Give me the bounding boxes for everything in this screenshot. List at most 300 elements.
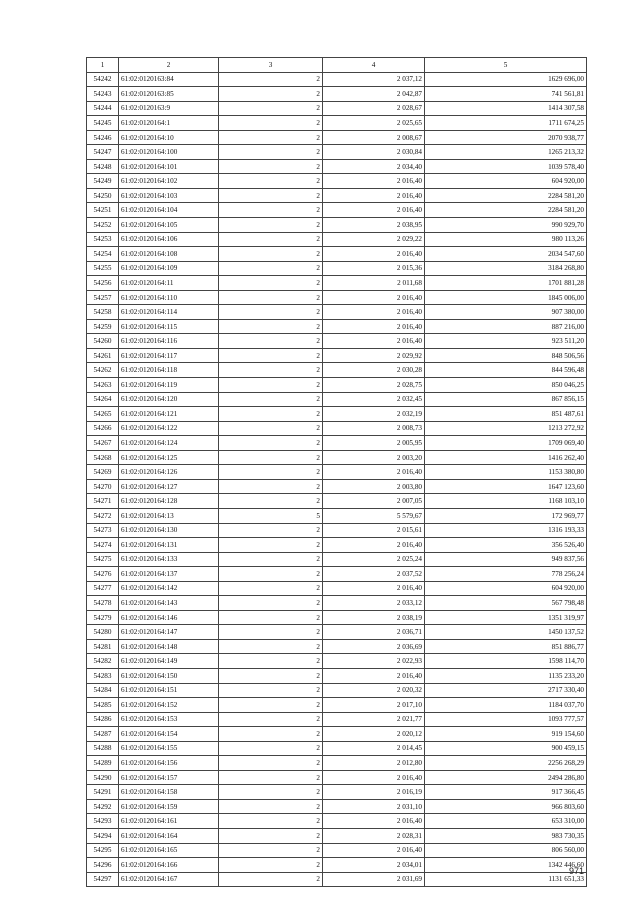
table-cell: 61:02:0120164:115 bbox=[119, 319, 219, 334]
table-cell: 1709 069,40 bbox=[425, 436, 587, 451]
table-cell: 3184 268,80 bbox=[425, 261, 587, 276]
table-cell: 61:02:0120164:146 bbox=[119, 610, 219, 625]
table-cell: 2 016,40 bbox=[323, 770, 425, 785]
table-cell: 851 487,61 bbox=[425, 407, 587, 422]
table-cell: 61:02:0120164:157 bbox=[119, 770, 219, 785]
table-cell: 61:02:0120164:121 bbox=[119, 407, 219, 422]
table-cell: 61:02:0120163:84 bbox=[119, 72, 219, 87]
table-cell: 2 bbox=[219, 116, 323, 131]
table-cell: 1135 233,20 bbox=[425, 668, 587, 683]
table-cell: 2 029,22 bbox=[323, 232, 425, 247]
table-row bbox=[87, 828, 587, 843]
table-cell: 2 bbox=[219, 261, 323, 276]
table-cell: 2 021,77 bbox=[323, 712, 425, 727]
table-cell: 54267 bbox=[87, 436, 119, 451]
table-cell: 2 bbox=[219, 828, 323, 843]
table-cell: 61:02:0120164:119 bbox=[119, 378, 219, 393]
table-cell: 2 bbox=[219, 712, 323, 727]
table-cell: 2 bbox=[219, 319, 323, 334]
table-cell: 61:02:0120164:110 bbox=[119, 290, 219, 305]
table-cell: 2 016,40 bbox=[323, 203, 425, 218]
table-cell: 61:02:0120164:159 bbox=[119, 799, 219, 814]
table-row bbox=[87, 552, 587, 567]
table-cell: 2 bbox=[219, 407, 323, 422]
table-cell: 2 012,80 bbox=[323, 756, 425, 771]
table-cell: 61:02:0120164:1 bbox=[119, 116, 219, 131]
page-number: 971 bbox=[568, 866, 584, 876]
table-cell: 54259 bbox=[87, 319, 119, 334]
table-cell: 2 028,75 bbox=[323, 378, 425, 393]
table-cell: 2 bbox=[219, 872, 323, 887]
table-cell: 2 bbox=[219, 465, 323, 480]
column-header-5: 5 bbox=[425, 58, 587, 73]
table-cell: 54274 bbox=[87, 538, 119, 553]
table-cell: 2 bbox=[219, 290, 323, 305]
table-cell: 61:02:0120164:13 bbox=[119, 508, 219, 523]
table-cell: 2 bbox=[219, 698, 323, 713]
table-row bbox=[87, 407, 587, 422]
table-row bbox=[87, 159, 587, 174]
table-row bbox=[87, 479, 587, 494]
table-cell: 2 016,40 bbox=[323, 465, 425, 480]
table-cell: 1450 137,52 bbox=[425, 625, 587, 640]
table-cell: 54247 bbox=[87, 145, 119, 160]
table-cell: 2 bbox=[219, 596, 323, 611]
table-cell: 567 798,48 bbox=[425, 596, 587, 611]
table-row bbox=[87, 712, 587, 727]
table-cell: 54290 bbox=[87, 770, 119, 785]
table-cell: 54288 bbox=[87, 741, 119, 756]
table-cell: 2 003,80 bbox=[323, 479, 425, 494]
table-cell: 61:02:0120164:104 bbox=[119, 203, 219, 218]
table-row bbox=[87, 378, 587, 393]
table-row bbox=[87, 538, 587, 553]
table-cell: 2070 938,77 bbox=[425, 130, 587, 145]
table-cell: 54264 bbox=[87, 392, 119, 407]
table-cell: 2 016,40 bbox=[323, 581, 425, 596]
table-cell: 61:02:0120164:126 bbox=[119, 465, 219, 480]
table-cell: 2 bbox=[219, 814, 323, 829]
table-row bbox=[87, 756, 587, 771]
data-table bbox=[86, 57, 587, 887]
table-cell: 900 459,15 bbox=[425, 741, 587, 756]
table-cell: 54291 bbox=[87, 785, 119, 800]
table-cell: 61:02:0120164:124 bbox=[119, 436, 219, 451]
table-cell: 61:02:0120164:109 bbox=[119, 261, 219, 276]
table-cell: 54277 bbox=[87, 581, 119, 596]
table-cell: 2 031,10 bbox=[323, 799, 425, 814]
table-cell: 54271 bbox=[87, 494, 119, 509]
table-cell: 1265 213,32 bbox=[425, 145, 587, 160]
table-row bbox=[87, 276, 587, 291]
table-cell: 2 bbox=[219, 581, 323, 596]
table-row bbox=[87, 465, 587, 480]
table-cell: 1093 777,57 bbox=[425, 712, 587, 727]
table-cell: 604 920,00 bbox=[425, 581, 587, 596]
table-cell: 61:02:0120164:137 bbox=[119, 567, 219, 582]
table-row bbox=[87, 814, 587, 829]
table-cell: 61:02:0120164:150 bbox=[119, 668, 219, 683]
column-header-1: 1 bbox=[87, 58, 119, 73]
table-cell: 61:02:0120164:154 bbox=[119, 727, 219, 742]
table-cell: 54251 bbox=[87, 203, 119, 218]
table-cell: 61:02:0120164:133 bbox=[119, 552, 219, 567]
table-cell: 2 016,40 bbox=[323, 319, 425, 334]
table-cell: 54246 bbox=[87, 130, 119, 145]
table-cell: 54252 bbox=[87, 218, 119, 233]
table-cell: 2034 547,60 bbox=[425, 247, 587, 262]
table-row bbox=[87, 72, 587, 87]
table-cell: 2 bbox=[219, 334, 323, 349]
table-row bbox=[87, 610, 587, 625]
table-cell: 61:02:0120164:130 bbox=[119, 523, 219, 538]
table-row bbox=[87, 363, 587, 378]
table-cell: 61:02:0120164:153 bbox=[119, 712, 219, 727]
table-cell: 61:02:0120164:167 bbox=[119, 872, 219, 887]
table-cell: 54263 bbox=[87, 378, 119, 393]
table-cell: 2 bbox=[219, 203, 323, 218]
table-cell: 61:02:0120164:118 bbox=[119, 363, 219, 378]
table-header-row bbox=[87, 58, 587, 73]
table-cell: 61:02:0120164:114 bbox=[119, 305, 219, 320]
table-cell: 2 bbox=[219, 858, 323, 873]
table-cell: 1351 319,97 bbox=[425, 610, 587, 625]
table-cell: 2 016,40 bbox=[323, 290, 425, 305]
table-cell: 2 007,05 bbox=[323, 494, 425, 509]
column-header-2: 2 bbox=[119, 58, 219, 73]
table-cell: 61:02:0120164:151 bbox=[119, 683, 219, 698]
table-cell: 61:02:0120164:143 bbox=[119, 596, 219, 611]
table-row bbox=[87, 348, 587, 363]
table-row bbox=[87, 116, 587, 131]
table-cell: 2 037,12 bbox=[323, 72, 425, 87]
table-cell: 54276 bbox=[87, 567, 119, 582]
table-cell: 2 030,28 bbox=[323, 363, 425, 378]
table-cell: 2 bbox=[219, 523, 323, 538]
table-cell: 54254 bbox=[87, 247, 119, 262]
table-cell: 2 bbox=[219, 363, 323, 378]
table-cell: 54250 bbox=[87, 188, 119, 203]
table-cell: 867 856,15 bbox=[425, 392, 587, 407]
table-cell: 990 929,70 bbox=[425, 218, 587, 233]
table-cell: 980 113,26 bbox=[425, 232, 587, 247]
table-row bbox=[87, 188, 587, 203]
table-cell: 54253 bbox=[87, 232, 119, 247]
table-cell: 61:02:0120164:127 bbox=[119, 479, 219, 494]
table-row bbox=[87, 508, 587, 523]
table-cell: 5 bbox=[219, 508, 323, 523]
table-cell: 61:02:0120164:165 bbox=[119, 843, 219, 858]
column-header-4: 4 bbox=[323, 58, 425, 73]
table-cell: 2 bbox=[219, 305, 323, 320]
table-cell: 2 bbox=[219, 130, 323, 145]
table-row bbox=[87, 567, 587, 582]
table-cell: 1316 193,33 bbox=[425, 523, 587, 538]
table-cell: 851 886,77 bbox=[425, 639, 587, 654]
table-cell: 54282 bbox=[87, 654, 119, 669]
table-cell: 61:02:0120163:85 bbox=[119, 87, 219, 102]
table-cell: 54295 bbox=[87, 843, 119, 858]
table-cell: 1414 307,58 bbox=[425, 101, 587, 116]
table-cell: 54249 bbox=[87, 174, 119, 189]
table-row bbox=[87, 683, 587, 698]
table-cell: 2 030,84 bbox=[323, 145, 425, 160]
table-cell: 1039 578,40 bbox=[425, 159, 587, 174]
table-cell: 54279 bbox=[87, 610, 119, 625]
table-cell: 2 bbox=[219, 421, 323, 436]
table-cell: 741 561,81 bbox=[425, 87, 587, 102]
table-cell: 61:02:0120164:155 bbox=[119, 741, 219, 756]
table-cell: 907 380,00 bbox=[425, 305, 587, 320]
table-cell: 54284 bbox=[87, 683, 119, 698]
table-cell: 2 bbox=[219, 188, 323, 203]
table-cell: 54283 bbox=[87, 668, 119, 683]
table-cell: 61:02:0120164:122 bbox=[119, 421, 219, 436]
table-row bbox=[87, 741, 587, 756]
table-cell: 54285 bbox=[87, 698, 119, 713]
table-cell: 61:02:0120163:9 bbox=[119, 101, 219, 116]
table-row bbox=[87, 218, 587, 233]
table-cell: 2 016,40 bbox=[323, 814, 425, 829]
table-cell: 54292 bbox=[87, 799, 119, 814]
table-cell: 54265 bbox=[87, 407, 119, 422]
table-cell: 54269 bbox=[87, 465, 119, 480]
table-cell: 2494 286,80 bbox=[425, 770, 587, 785]
table-cell: 2 bbox=[219, 72, 323, 87]
table-row bbox=[87, 232, 587, 247]
table-cell: 1416 262,40 bbox=[425, 450, 587, 465]
table-cell: 54278 bbox=[87, 596, 119, 611]
table-row bbox=[87, 843, 587, 858]
table-cell: 2 029,92 bbox=[323, 348, 425, 363]
table-cell: 2 005,95 bbox=[323, 436, 425, 451]
table-row bbox=[87, 654, 587, 669]
table-row bbox=[87, 436, 587, 451]
table-cell: 983 730,35 bbox=[425, 828, 587, 843]
table-cell: 2 015,36 bbox=[323, 261, 425, 276]
table-cell: 2 020,12 bbox=[323, 727, 425, 742]
table-cell: 1598 114,70 bbox=[425, 654, 587, 669]
table-cell: 2 bbox=[219, 392, 323, 407]
table-cell: 1845 006,00 bbox=[425, 290, 587, 305]
table-row bbox=[87, 261, 587, 276]
table-cell: 2 032,45 bbox=[323, 392, 425, 407]
table-cell: 61:02:0120164:105 bbox=[119, 218, 219, 233]
table-cell: 2 016,40 bbox=[323, 843, 425, 858]
table-cell: 61:02:0120164:158 bbox=[119, 785, 219, 800]
table-cell: 2717 330,40 bbox=[425, 683, 587, 698]
table-cell: 2 bbox=[219, 145, 323, 160]
table-cell: 2 bbox=[219, 625, 323, 640]
table-cell: 54248 bbox=[87, 159, 119, 174]
table-cell: 2 bbox=[219, 843, 323, 858]
table-cell: 2 bbox=[219, 494, 323, 509]
table-cell: 2 bbox=[219, 276, 323, 291]
table-cell: 54293 bbox=[87, 814, 119, 829]
table-cell: 61:02:0120164:101 bbox=[119, 159, 219, 174]
table-row bbox=[87, 799, 587, 814]
table-cell: 2 bbox=[219, 668, 323, 683]
table-cell: 2 bbox=[219, 232, 323, 247]
table-cell: 653 310,00 bbox=[425, 814, 587, 829]
table-row bbox=[87, 145, 587, 160]
table-cell: 61:02:0120164:116 bbox=[119, 334, 219, 349]
table-cell: 54255 bbox=[87, 261, 119, 276]
table-cell: 2 bbox=[219, 799, 323, 814]
table-cell: 2 bbox=[219, 756, 323, 771]
table-cell: 2 016,40 bbox=[323, 174, 425, 189]
table-cell: 1153 380,80 bbox=[425, 465, 587, 480]
table-cell: 1184 037,70 bbox=[425, 698, 587, 713]
table-row bbox=[87, 625, 587, 640]
table-cell: 806 560,00 bbox=[425, 843, 587, 858]
table-cell: 2 042,87 bbox=[323, 87, 425, 102]
table-cell: 2 014,45 bbox=[323, 741, 425, 756]
table-cell: 61:02:0120164:120 bbox=[119, 392, 219, 407]
table-row bbox=[87, 494, 587, 509]
table-cell: 61:02:0120164:156 bbox=[119, 756, 219, 771]
table-row bbox=[87, 450, 587, 465]
table-cell: 61:02:0120164:103 bbox=[119, 188, 219, 203]
table-row bbox=[87, 392, 587, 407]
table-cell: 61:02:0120164:125 bbox=[119, 450, 219, 465]
table-cell: 61:02:0120164:149 bbox=[119, 654, 219, 669]
table-cell: 172 969,77 bbox=[425, 508, 587, 523]
table-cell: 54286 bbox=[87, 712, 119, 727]
table-cell: 2 034,40 bbox=[323, 159, 425, 174]
table-cell: 966 803,60 bbox=[425, 799, 587, 814]
table-row bbox=[87, 174, 587, 189]
table-cell: 2 bbox=[219, 785, 323, 800]
table-cell: 54266 bbox=[87, 421, 119, 436]
table-cell: 54297 bbox=[87, 872, 119, 887]
table-cell: 2 bbox=[219, 218, 323, 233]
table-cell: 1701 881,28 bbox=[425, 276, 587, 291]
table-cell: 61:02:0120164:117 bbox=[119, 348, 219, 363]
table-cell: 1711 674,25 bbox=[425, 116, 587, 131]
table-cell: 2256 268,29 bbox=[425, 756, 587, 771]
table-cell: 61:02:0120164:147 bbox=[119, 625, 219, 640]
table-cell: 54261 bbox=[87, 348, 119, 363]
table-cell: 2 011,68 bbox=[323, 276, 425, 291]
table-row bbox=[87, 334, 587, 349]
table-cell: 61:02:0120164:148 bbox=[119, 639, 219, 654]
column-header-3: 3 bbox=[219, 58, 323, 73]
table-row bbox=[87, 727, 587, 742]
table-cell: 1213 272,92 bbox=[425, 421, 587, 436]
table-cell: 54260 bbox=[87, 334, 119, 349]
table-cell: 61:02:0120164:108 bbox=[119, 247, 219, 262]
table-cell: 356 526,40 bbox=[425, 538, 587, 553]
table-cell: 54289 bbox=[87, 756, 119, 771]
table-cell: 1342 446,60 bbox=[425, 858, 587, 873]
table-cell: 54245 bbox=[87, 116, 119, 131]
table-cell: 61:02:0120164:100 bbox=[119, 145, 219, 160]
table-cell: 2 028,31 bbox=[323, 828, 425, 843]
table-cell: 2 031,69 bbox=[323, 872, 425, 887]
table-cell: 2 016,40 bbox=[323, 334, 425, 349]
table-cell: 54244 bbox=[87, 101, 119, 116]
table-cell: 54258 bbox=[87, 305, 119, 320]
table-cell: 54243 bbox=[87, 87, 119, 102]
table-row bbox=[87, 770, 587, 785]
table-cell: 2 016,40 bbox=[323, 538, 425, 553]
table-cell: 54262 bbox=[87, 363, 119, 378]
table-cell: 61:02:0120164:152 bbox=[119, 698, 219, 713]
table-cell: 1131 651,33 bbox=[425, 872, 587, 887]
table-cell: 2 bbox=[219, 610, 323, 625]
table-cell: 61:02:0120164:10 bbox=[119, 130, 219, 145]
table-cell: 54242 bbox=[87, 72, 119, 87]
table-cell: 2 036,69 bbox=[323, 639, 425, 654]
table-cell: 2 bbox=[219, 174, 323, 189]
table-cell: 54268 bbox=[87, 450, 119, 465]
table-cell: 2 bbox=[219, 159, 323, 174]
table-cell: 2 003,20 bbox=[323, 450, 425, 465]
table-cell: 54296 bbox=[87, 858, 119, 873]
table-cell: 2 008,73 bbox=[323, 421, 425, 436]
table-cell: 848 506,56 bbox=[425, 348, 587, 363]
table-row bbox=[87, 290, 587, 305]
table-row bbox=[87, 319, 587, 334]
table-cell: 2 016,19 bbox=[323, 785, 425, 800]
table-cell: 2 bbox=[219, 741, 323, 756]
table-cell: 604 920,00 bbox=[425, 174, 587, 189]
table-cell: 778 256,24 bbox=[425, 567, 587, 582]
table-cell: 2 036,71 bbox=[323, 625, 425, 640]
table-cell: 5 579,67 bbox=[323, 508, 425, 523]
table-cell: 61:02:0120164:131 bbox=[119, 538, 219, 553]
table-cell: 887 216,00 bbox=[425, 319, 587, 334]
table-cell: 2 bbox=[219, 567, 323, 582]
table-cell: 54275 bbox=[87, 552, 119, 567]
table-cell: 2 037,52 bbox=[323, 567, 425, 582]
table-cell: 850 046,25 bbox=[425, 378, 587, 393]
table-cell: 2 017,10 bbox=[323, 698, 425, 713]
table-row bbox=[87, 203, 587, 218]
table-body bbox=[87, 72, 587, 887]
table-row bbox=[87, 523, 587, 538]
table-cell: 54257 bbox=[87, 290, 119, 305]
table-row bbox=[87, 668, 587, 683]
table-cell: 2 028,67 bbox=[323, 101, 425, 116]
table-cell: 2 025,65 bbox=[323, 116, 425, 131]
table-cell: 2 bbox=[219, 683, 323, 698]
table-row bbox=[87, 101, 587, 116]
table-cell: 61:02:0120164:161 bbox=[119, 814, 219, 829]
table-cell: 2 016,40 bbox=[323, 188, 425, 203]
table-cell: 2 038,19 bbox=[323, 610, 425, 625]
table-cell: 54281 bbox=[87, 639, 119, 654]
table-cell: 923 511,20 bbox=[425, 334, 587, 349]
table-cell: 54280 bbox=[87, 625, 119, 640]
table-cell: 54273 bbox=[87, 523, 119, 538]
table-cell: 61:02:0120164:166 bbox=[119, 858, 219, 873]
table-cell: 2 bbox=[219, 654, 323, 669]
table-cell: 2 033,12 bbox=[323, 596, 425, 611]
table-cell: 2 bbox=[219, 87, 323, 102]
table-cell: 2 bbox=[219, 348, 323, 363]
table-cell: 2 022,93 bbox=[323, 654, 425, 669]
table-cell: 2284 581,20 bbox=[425, 203, 587, 218]
table-cell: 2 bbox=[219, 378, 323, 393]
table-cell: 54256 bbox=[87, 276, 119, 291]
table-cell: 2 032,19 bbox=[323, 407, 425, 422]
table-cell: 2 008,67 bbox=[323, 130, 425, 145]
table-row bbox=[87, 785, 587, 800]
table-cell: 917 366,45 bbox=[425, 785, 587, 800]
table-cell: 2 bbox=[219, 770, 323, 785]
